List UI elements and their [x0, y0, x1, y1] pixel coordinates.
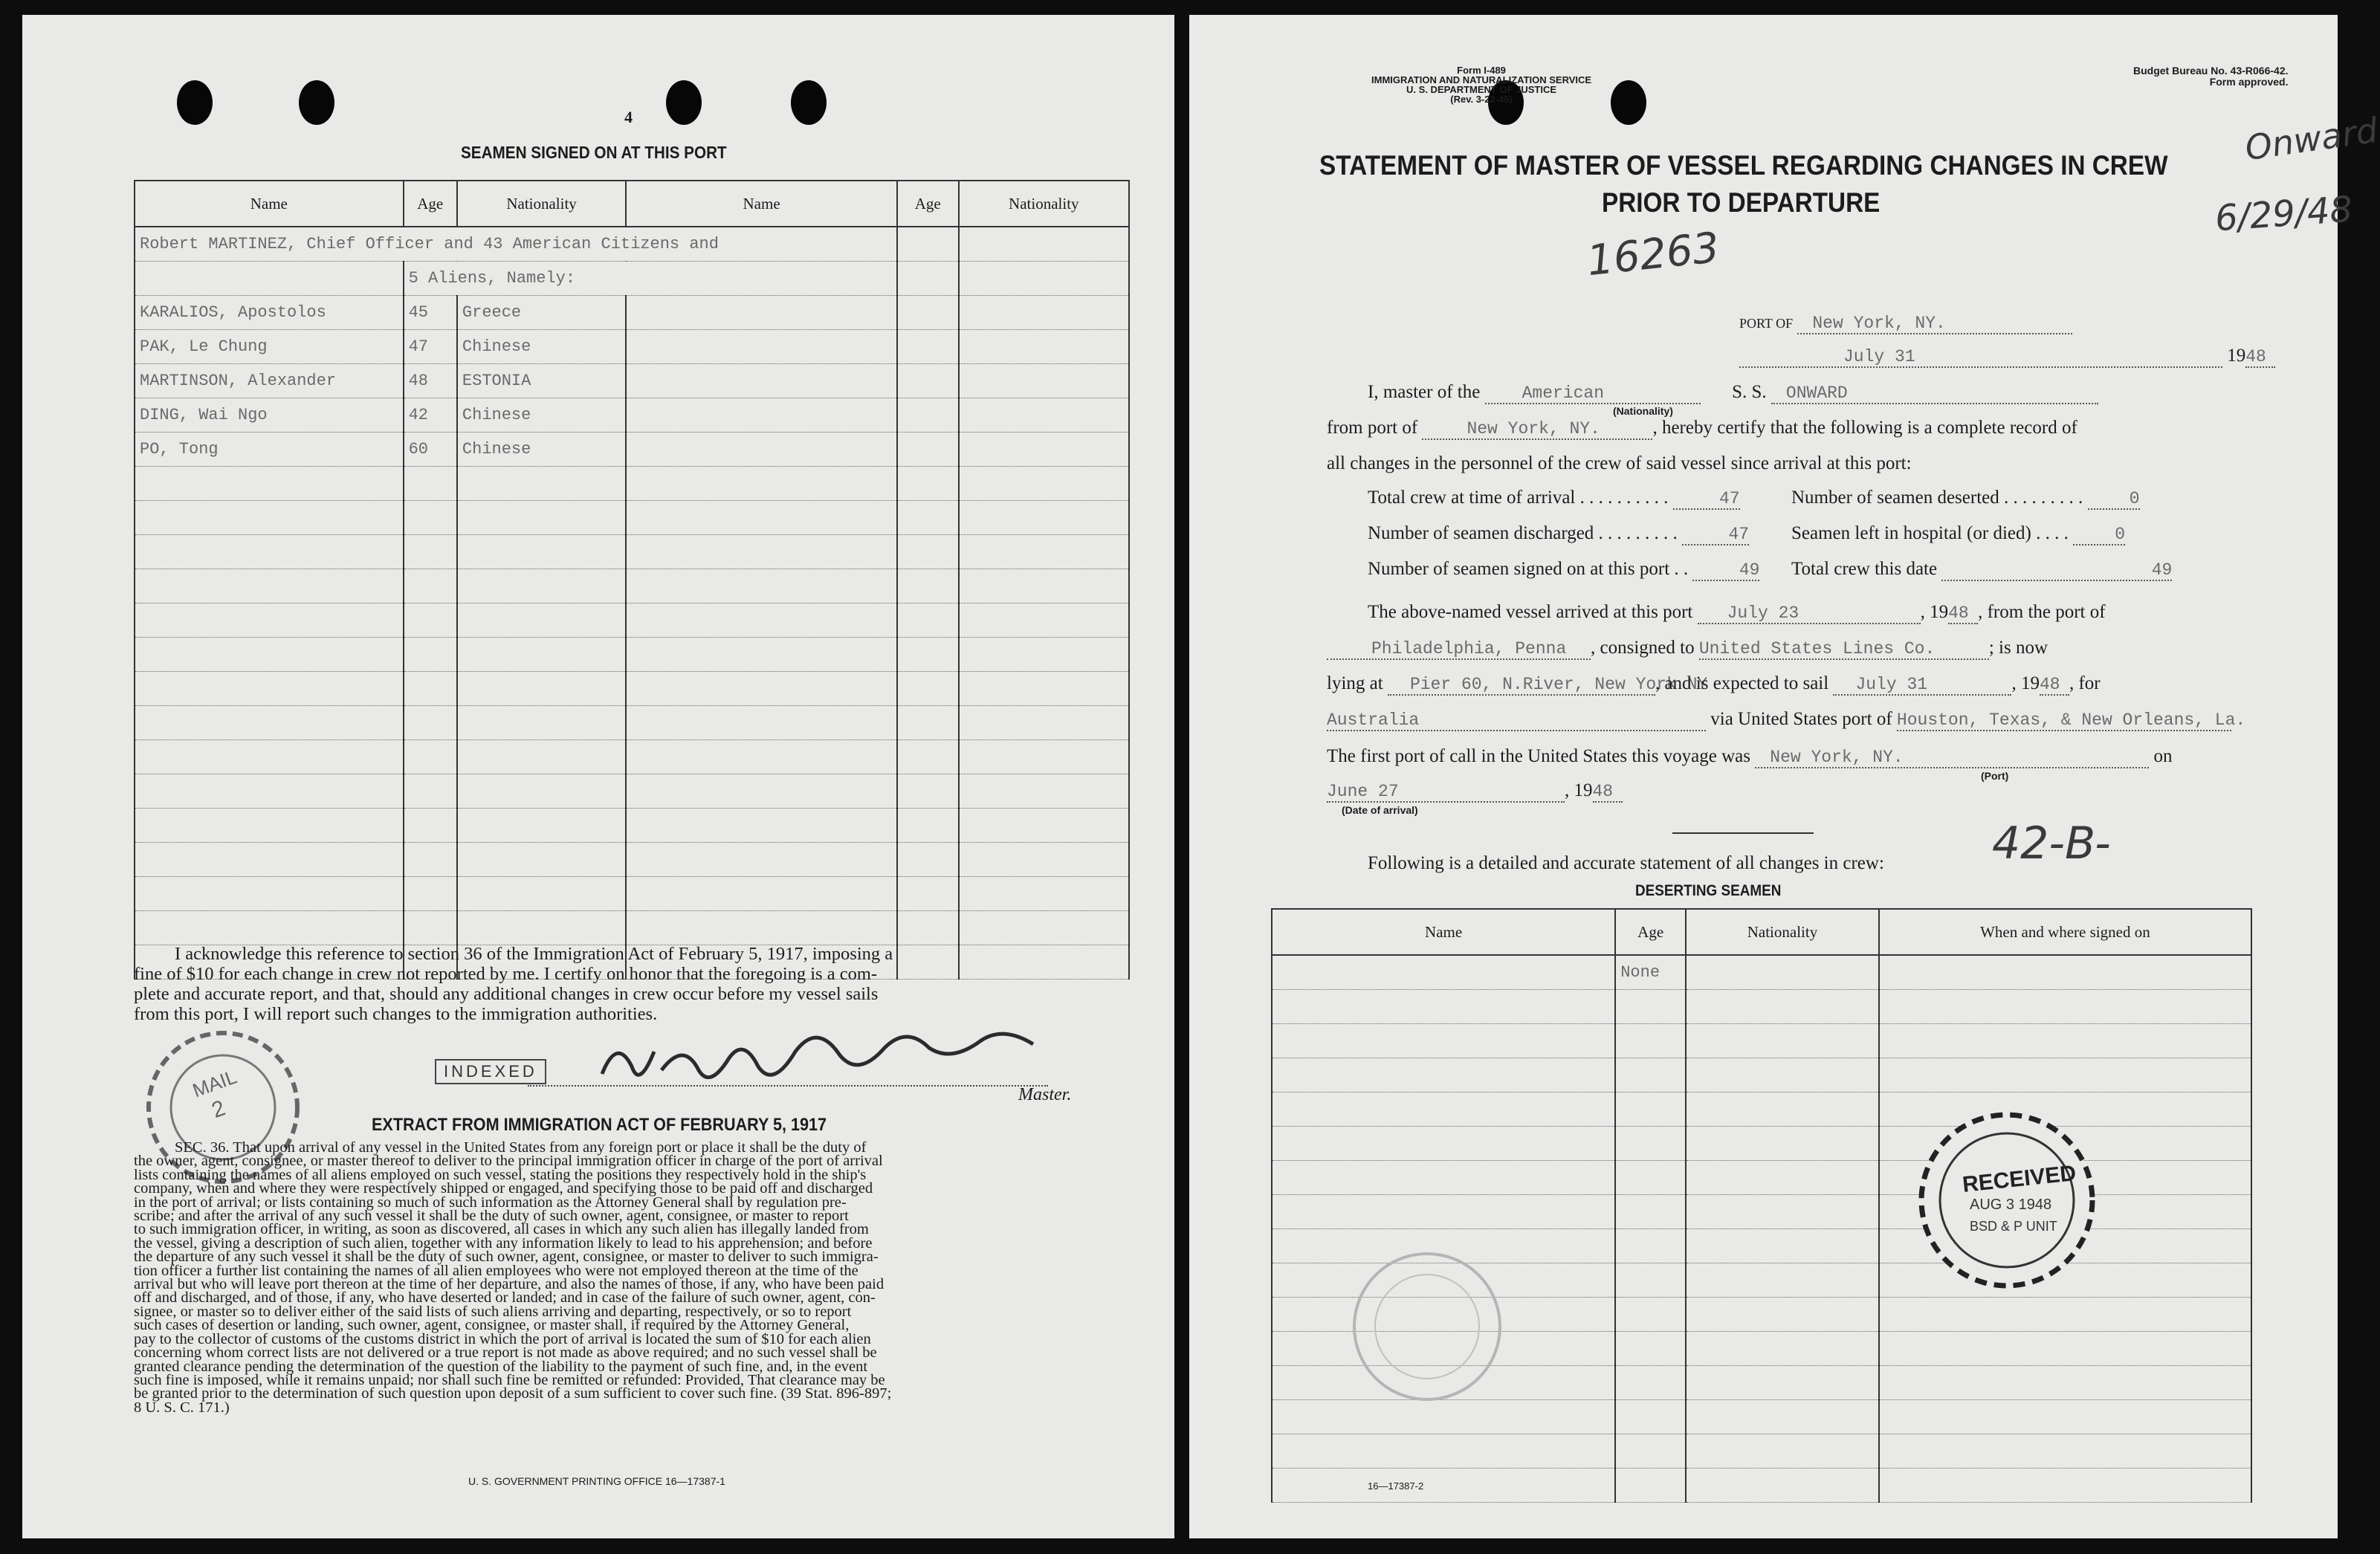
punch-hole	[791, 80, 827, 125]
handwritten-ship: Onward	[2242, 109, 2380, 169]
table-row	[1272, 955, 2251, 990]
seaman-name: DING, Wai Ngo	[135, 398, 404, 433]
destination-line: Australia via United States port of Houston, Texas, & New Orleans, La.	[1327, 709, 2246, 730]
following-text: Following is a detailed and accurate statement of all changes in crew:	[1368, 853, 1884, 873]
first-port-year: 48	[1593, 782, 1623, 803]
received-stamp-title: RECEIVED	[1961, 1161, 2077, 1197]
ship-name: ONWARD	[1771, 383, 2098, 404]
svg-text:2: 2	[208, 1095, 229, 1124]
nationality-value: American	[1485, 383, 1701, 404]
column-header: Age	[897, 181, 959, 227]
via-ports: Houston, Texas, & New Orleans, La.	[1896, 710, 2246, 730]
consigned-line: Philadelphia, Penna , consigned to United States Lines Co. ; is now	[1327, 638, 2048, 660]
table-row	[135, 433, 1129, 467]
column-header: Age	[1615, 909, 1686, 955]
form-header-left: Form I-489 IMMIGRATION AND NATURALIZATION SERVICE U. S. DEPARTMENT OF JUSTICE (Rev. 3-22-45)	[1371, 65, 1592, 105]
arrived-year: 48	[1948, 603, 1978, 624]
lying-line: lying at Pier 60, N.River, New York NY, and is expected to sail July 31 , 1948 , for	[1327, 673, 2101, 694]
master-line: I, master of the American S. S. ONWARD	[1368, 382, 2098, 404]
stat-total-now: Total crew this date 49	[1791, 559, 2173, 580]
page-number: 4	[624, 108, 633, 126]
date-arrival-caption: (Date of arrival)	[1342, 804, 1418, 816]
indexed-stamp: INDEXED	[435, 1059, 546, 1084]
column-header: Nationality	[457, 181, 626, 227]
first-port: New York, NY.	[1755, 748, 2149, 768]
seamen-signed-table	[134, 180, 1130, 980]
consignee: United States Lines Co.	[1699, 639, 1989, 660]
arrived-line: The above-named vessel arrived at this port July 23 , 1948 , from the port of	[1368, 602, 2106, 623]
printer-line: 16—17387-2	[1368, 1480, 1424, 1492]
destination: Australia	[1327, 710, 1706, 731]
deserting-title: DESERTING SEAMEN	[1635, 882, 1782, 899]
origin-port: Philadelphia, Penna	[1327, 639, 1591, 660]
handwritten-code: 42-B-	[1992, 818, 2111, 870]
column-header: Age	[404, 181, 457, 227]
punch-hole	[299, 80, 334, 125]
first-port-date: June 27	[1327, 782, 1565, 803]
left-page	[22, 15, 1174, 1538]
seaman-nationality: Chinese	[457, 398, 626, 433]
crew-note: 5 Aliens, Namely:	[404, 262, 897, 296]
from-port-value: New York, NY.	[1422, 419, 1652, 440]
table-row	[135, 364, 1129, 398]
printer-line: U. S. GOVERNMENT PRINTING OFFICE 16—17387-1	[468, 1475, 725, 1487]
section-title: SEAMEN SIGNED ON AT THIS PORT	[461, 143, 727, 162]
extract-body: SEC. 36. That upon arrival of any vessel in the United States from any foreign port or place it shall be the duty of the owner, agent, consignee, or master thereof to deliver to the principal immigration officer in charge of the port of arrival lists containing the names of all aliens employed on such vessel, stating the positions they respectively hold in the ship's company, when and where they were respectively shipped or engaged, and specifying those to be paid off and discharged in the port of arrival; or lists containing so much of such information as the Attorney General shall by regulation pre- scribe; and after the arrival of any such vessel it shall be the duty of such owner, agent, consignee, or master to report to such immigration officer, in writing, as soon as discovered, all cases in which any such alien has illegally landed from the vessel, giving a description of such alien, together with any information likely to lead to his apprehension; and before the departure of any such vessel it shall be the duty of such owner, agent, consignee, or master to deliver to such immigra- tion officer a further list containing the names of all alien employees who were not employed thereon at the time of the arrival but who will leave port thereon at the time of her departure, and also the names of those, if any, who have been paid off and discharged, and of those, if any, who have deserted or landed; and in case of the failure of such owner, agent, con- signee, or master so to deliver either of the said lists of such aliens arriving and departing, respectively, or so to report such cases of desertion or landing, such owner, agent, consignee, or master shall, if required by the Attorney General, pay to the collector of customs of the customs district in which the port of arrival is located the sum of $10 for each alien concerning whom correct lists are not delivered or a true report is not made as above required; and no such vessel shall be granted clearance pending the determination of the question of the liability to the payment of such fine, and, in the event such fine is imposed, while it remains unpaid; nor shall such fine be remitted or refunded: Provided, That clearance may be be granted prior to the determination of such question upon deposit of a sum sufficient to cover such fine. (39 Stat. 896-897; 8 U. S. C. 171.)	[134, 1139, 892, 1416]
punch-hole	[1611, 80, 1646, 125]
certification-text: I acknowledge this reference to section 36 of the Immigration Act of February 5, 1917, imposing a fine of $10 for each change in crew not reported by me. I certify on honor that the foregoing is a com- plete and accurate report, and that, should any additional changes in crew occur before my vessel sails from this port, I will report such changes to the immigration authorities.	[134, 944, 893, 1024]
form-header-right: Budget Bureau No. 43-R066-42. Form approved.	[2133, 65, 2289, 88]
seaman-age: 42	[404, 398, 457, 433]
seaman-nationality: ESTONIA	[457, 364, 626, 398]
stat-discharged: Number of seamen discharged . . . . . . . . . 47	[1368, 523, 1750, 544]
extract-title: EXTRACT FROM IMMIGRATION ACT OF FEBRUARY 5, 1917	[372, 1115, 827, 1135]
sail-year: 48	[2040, 675, 2069, 696]
first-port-line: The first port of call in the United States this voyage was New York, NY. on	[1327, 746, 2173, 767]
form-subtitle: PRIOR TO DEPARTURE	[1602, 187, 1881, 218]
date-value: July 31	[1739, 347, 2222, 368]
seaman-age: 60	[404, 433, 457, 467]
column-header: When and where signed on	[1879, 909, 2251, 955]
from-port-line: from port of New York, NY. , hereby certify that the following is a complete record of	[1327, 418, 2077, 438]
seaman-name: PO, Tong	[135, 433, 404, 467]
master-signature-line	[528, 1085, 1048, 1087]
date-line: July 31 1948	[1739, 346, 2275, 368]
seaman-name: KARALIOS, Apostolos	[135, 296, 404, 330]
svg-text:MAIL: MAIL	[190, 1065, 240, 1102]
all-changes-text: all changes in the personnel of the crew of said vessel since arrival at this port:	[1327, 453, 1912, 473]
form-title: STATEMENT OF MASTER OF VESSEL REGARDING CHANGES IN CREW	[1319, 150, 2168, 181]
port-caption: (Port)	[1981, 770, 2009, 782]
none-entry: None	[1615, 955, 1686, 990]
handwritten-date: 6/29/48	[2214, 188, 2354, 240]
table-row	[135, 262, 1129, 296]
punch-hole	[177, 80, 213, 125]
port-value: New York, NY.	[1797, 314, 2072, 334]
stat-signed: Number of seamen signed on at this port . . 49	[1368, 559, 1760, 580]
table-row	[135, 398, 1129, 433]
table-row	[135, 296, 1129, 330]
pier: Pier 60, N.River, New York NY	[1388, 675, 1655, 696]
seaman-age: 48	[404, 364, 457, 398]
sail-date: July 31	[1833, 675, 2011, 696]
received-stamp-unit: BSD & P UNIT	[1970, 1219, 2057, 1234]
master-label: Master.	[1018, 1085, 1072, 1104]
column-header: Name	[1272, 909, 1615, 955]
stat-deserted: Number of seamen deserted . . . . . . . . . 0	[1791, 488, 2140, 508]
seaman-nationality: Chinese	[457, 433, 626, 467]
right-page	[1189, 15, 2380, 1538]
date-year: 48	[2245, 347, 2275, 368]
seaman-nationality: Chinese	[457, 330, 626, 364]
port-label: PORT OF	[1739, 316, 1794, 331]
column-header: Name	[626, 181, 897, 227]
nationality-caption: (Nationality)	[1613, 405, 1673, 417]
column-header: Name	[135, 181, 404, 227]
handwritten-file-number: 16263	[1585, 223, 1722, 286]
arrived-date: July 23	[1698, 603, 1921, 624]
first-port-date-line: June 27 , 1948	[1327, 780, 1623, 803]
stat-total-crew: Total crew at time of arrival . . . . . . . . . . 47	[1368, 488, 1740, 508]
faint-recorded-stamp	[1349, 1249, 1505, 1405]
table-row	[135, 227, 1129, 262]
punch-hole	[666, 80, 702, 125]
deserting-seamen-table	[1271, 908, 2252, 1503]
seaman-nationality: Greece	[457, 296, 626, 330]
received-stamp-date: AUG 3 1948	[1970, 1197, 2052, 1213]
crew-note: Robert MARTINEZ, Chief Officer and 43 American Citizens and	[135, 227, 897, 262]
seaman-name: PAK, Le Chung	[135, 330, 404, 364]
seaman-age: 47	[404, 330, 457, 364]
table-row	[135, 330, 1129, 364]
column-header: Nationality	[1686, 909, 1879, 955]
divider	[1672, 832, 1814, 834]
column-header: Nationality	[959, 181, 1129, 227]
port-line	[1739, 312, 2072, 334]
seaman-name: MARTINSON, Alexander	[135, 364, 404, 398]
stat-hospital: Seamen left in hospital (or died) . . . . 0	[1791, 523, 2126, 544]
seaman-age: 45	[404, 296, 457, 330]
